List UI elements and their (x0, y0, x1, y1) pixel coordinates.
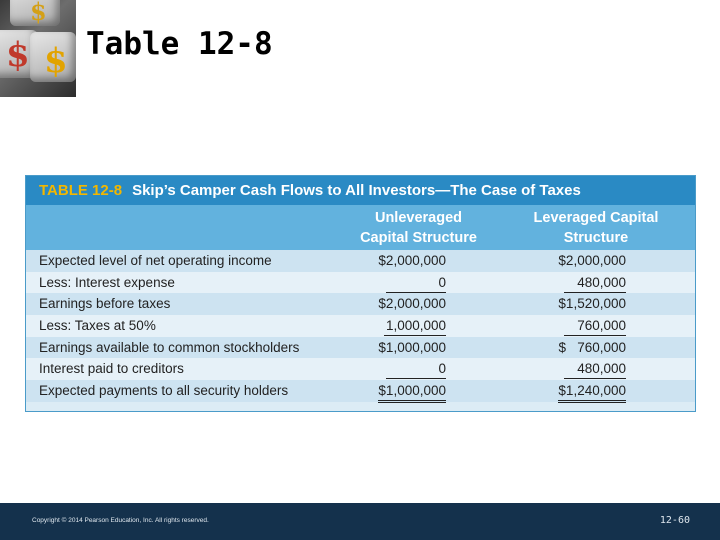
leveraged-value (546, 380, 626, 403)
leveraged-value (546, 315, 626, 337)
underlined-value: 480,000 (564, 360, 626, 379)
slide-footer (0, 503, 720, 540)
column-header-line: Unleveraged (374, 210, 463, 226)
dollar-cubes-logo: $ $ $ (0, 0, 76, 97)
table-row (26, 337, 695, 359)
row-label: Expected payments to all security holders (39, 383, 289, 399)
table-caption (26, 176, 695, 205)
underlined-value: 0 (386, 274, 446, 293)
leveraged-value (546, 272, 626, 294)
unleveraged-value: $1,000,000 (378, 339, 446, 355)
leveraged-value: $ 760,000 (558, 339, 626, 355)
underlined-value: 480,000 (564, 274, 626, 293)
column-header-unleveraged (346, 208, 491, 248)
column-header-line: Capital Structure (360, 230, 477, 246)
unleveraged-value (366, 380, 446, 403)
table-row (26, 315, 695, 337)
leveraged-value: $1,520,000 (558, 296, 626, 312)
double-underlined-value: $1,240,000 (558, 382, 626, 403)
column-headers (26, 205, 695, 250)
underlined-value: 1,000,000 (384, 317, 446, 336)
table-row (26, 358, 695, 380)
unleveraged-value: $2,000,000 (378, 253, 446, 268)
row-label: Interest paid to creditors (39, 361, 184, 377)
unleveraged-value (366, 358, 446, 380)
underlined-value: 760,000 (564, 317, 626, 336)
table-row (26, 250, 695, 272)
slide-title: Table 12-8 (86, 26, 273, 62)
row-label: Less: Interest expense (39, 274, 175, 290)
table-row (26, 380, 695, 402)
double-underlined-value: $1,000,000 (378, 382, 446, 403)
column-header-line: Structure (563, 230, 629, 246)
table-row (26, 272, 695, 294)
unleveraged-value: $2,000,000 (378, 296, 446, 312)
unleveraged-value (366, 315, 446, 337)
leveraged-value: $2,000,000 (558, 253, 626, 268)
column-header-line: Leveraged Capital (533, 210, 659, 226)
table-label: TABLE 12-8 (39, 182, 123, 199)
row-label: Earnings available to common stockholders (39, 339, 300, 355)
underlined-value: 0 (386, 360, 446, 379)
row-label: Earnings before taxes (39, 296, 171, 312)
unleveraged-value (366, 272, 446, 294)
row-label: Expected level of net operating income (39, 253, 272, 268)
column-header-leveraged (521, 208, 671, 248)
table-row (26, 293, 695, 315)
cash-flow-table (25, 175, 696, 412)
copyright-text: Copyright © 2014 Pearson Education, Inc. All rights reserved. (32, 517, 209, 524)
leveraged-value (546, 358, 626, 380)
page-number: 12-60 (659, 515, 690, 526)
table-caption-text: Skip’s Camper Cash Flows to All Investors—The Case of Taxes (132, 182, 581, 199)
row-label: Less: Taxes at 50% (39, 318, 156, 334)
